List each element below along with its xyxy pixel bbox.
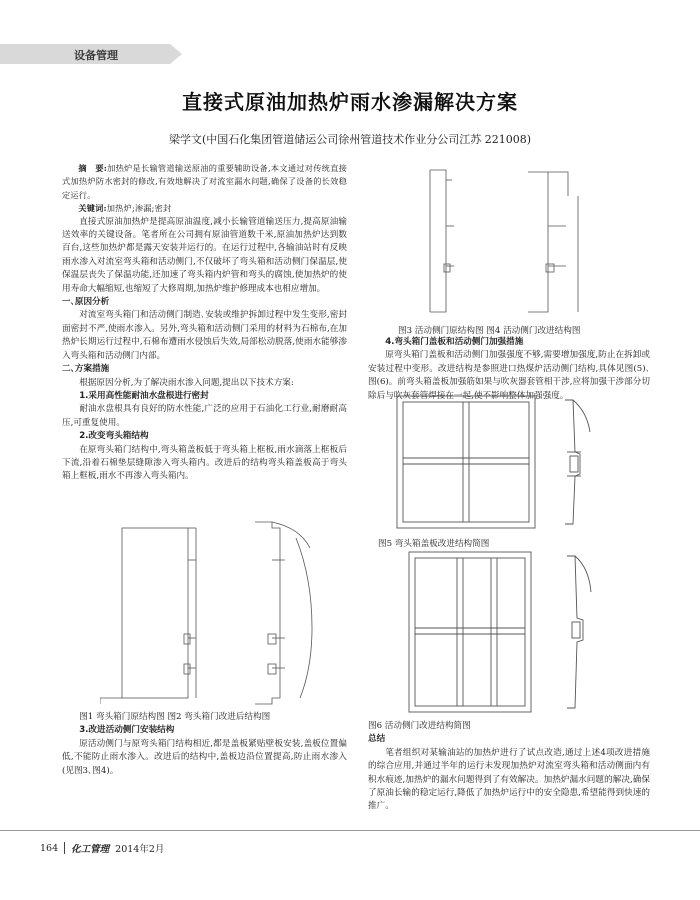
figure-6-caption: 图6 活动侧门改进结构简图 xyxy=(368,721,471,731)
keywords: 关键词:加热炉;渗漏;密封 xyxy=(78,203,172,214)
section-1-heading: 一､原因分析 xyxy=(62,297,110,308)
conclusion-paragraph: 笔者组织对某输油站的加热炉进行了试点改造,通过上述4项改进措施的综合应用,并通过半年的运行未发现加热炉对流室弯头箱和活动侧面内有积水痕迹,加热炉的漏水问题得到了有效解决。加热炉漏水问题的解决,确保了原油长输的稳定运行,降低了加热炉运行中的安全隐患,希望能得到快速的推广。 xyxy=(368,747,650,812)
measure-4-heading: 4.弯头箱门盖板和活动侧门加强措施 xyxy=(385,337,524,347)
author-line: 梁学文(中国石化集团管道储运公司徐州管道技术作业分公司江苏 221008) xyxy=(168,133,532,146)
figure-5-caption: 图5 弯头箱盖板改进结构简图 xyxy=(378,539,490,549)
page-number: 164 xyxy=(40,842,59,854)
measure-1-heading: 1.采用高性能耐油水盘根进行密封 xyxy=(79,390,209,401)
left-column-text xyxy=(62,162,347,484)
right-column-lower xyxy=(368,720,650,814)
section-tab xyxy=(0,44,200,64)
figure-1-2-drawing xyxy=(100,518,340,708)
section-1-paragraph: 对流室弯头箱门和活动侧门制造､安装或维护拆卸过程中发生变形,密封面密封不严,使雨水渗入。另外,弯头箱和活动侧门采用的材料为石棉布,在加热炉长期运行过程中,石棉布遭雨水侵蚀后失效,局部松动脱落,使雨水能够渗入弯头箱和活动侧门内部。 xyxy=(62,310,347,361)
left-column-lower xyxy=(62,711,347,778)
section-2-paragraph: 根据原因分析,为了解决雨水渗入问题,提出以下技术方案: xyxy=(79,377,294,388)
figure-3-4-caption: 图3 活动侧门原结构图 图4 活动侧门改进结构图 xyxy=(398,326,581,336)
abstract: 摘 要:加热炉是长输管道输送原油的重要辅助设备,本文通过对传统直接式加热炉防水密封的修改,有效地解决了对流室漏水问题,确保了设备的长效稳定运行。 xyxy=(62,163,348,200)
measure-3-heading: 3.改进活动侧门安装结构 xyxy=(79,725,175,736)
section-2-heading: 二､方案措施 xyxy=(62,364,110,375)
figure-3-4-drawing xyxy=(428,166,598,316)
figure-6-drawing xyxy=(395,548,605,716)
measure-2-paragraph: 在原弯头箱门结构中,弯头箱盖板低于弯头箱上框板,雨水滴落上框板后下流,沿着石棉垫层缝隙渗入弯头箱内。改进后的结构弯头箱盖板高于弯头箱上框板,雨水不再渗入弯头箱内。 xyxy=(62,444,347,482)
page-footer xyxy=(40,841,164,855)
measure-1-paragraph: 耐油水盘根具有良好的防水性能,广泛的应用于石油化工行业,耐磨耐高压,可重复使用。 xyxy=(62,404,347,428)
measure-3-paragraph: 原活动侧门与原弯头箱门结构相近,都是盖板紧贴壁板安装,盖板位置偏低,不能防止雨水渗入。改进后的结构中,盖板边沿位置提高,防止雨水渗入(见图3､图4)。 xyxy=(62,738,347,776)
conclusion-heading: 总结 xyxy=(368,734,386,745)
intro-paragraph: 直接式原油加热炉是提高原油温度,减小长输管道输送压力,提高原油输送效率的关键设备。笔者所在公司拥有原油管道数千米,原油加热炉达到数百台,这些加热炉都是露天安装并运行的。在运行过程中,各输油站时有反映雨水渗入对流室弯头箱和活动侧门,不仅破坏了弯头箱和活动侧门保温层,使保温层丧失了保温功能,还加速了弯头箱内炉管和弯头的腐蚀,使加热炉的使用寿命大幅缩短,也缩短了大修周期,加热炉维护修理成本也相应增加。 xyxy=(62,216,347,294)
issue-date: 2014年2月 xyxy=(115,844,165,855)
section-tab-label: 设备管理 xyxy=(74,49,118,62)
figure-5-drawing xyxy=(395,392,605,532)
measure-4-paragraph: 原弯头箱门盖板和活动侧门加强强度不够,需要增加强度,防止在拆卸或安装过程中变形。改进结构是参照进口热煤炉活动侧门结构,具体见图(5)､图(6)。前弯头箱盖板加强筋如果与吹灰器套管相干涉,应将加强干涉部分切除后与吹灰套管焊接在一起,使不影响整体加强强度。 xyxy=(368,350,650,401)
article-title: 直接式原油加热炉雨水渗漏解决方案 xyxy=(182,90,518,114)
footer-divider xyxy=(0,830,700,831)
journal-name: 化工管理 xyxy=(71,844,110,855)
footer-separator xyxy=(64,842,65,854)
measure-2-heading: 2.改变弯头箱结构 xyxy=(79,431,149,442)
figure-1-2-caption: 图1 弯头箱门原结构图 图2 弯头箱门改进后结构图 xyxy=(79,712,271,722)
